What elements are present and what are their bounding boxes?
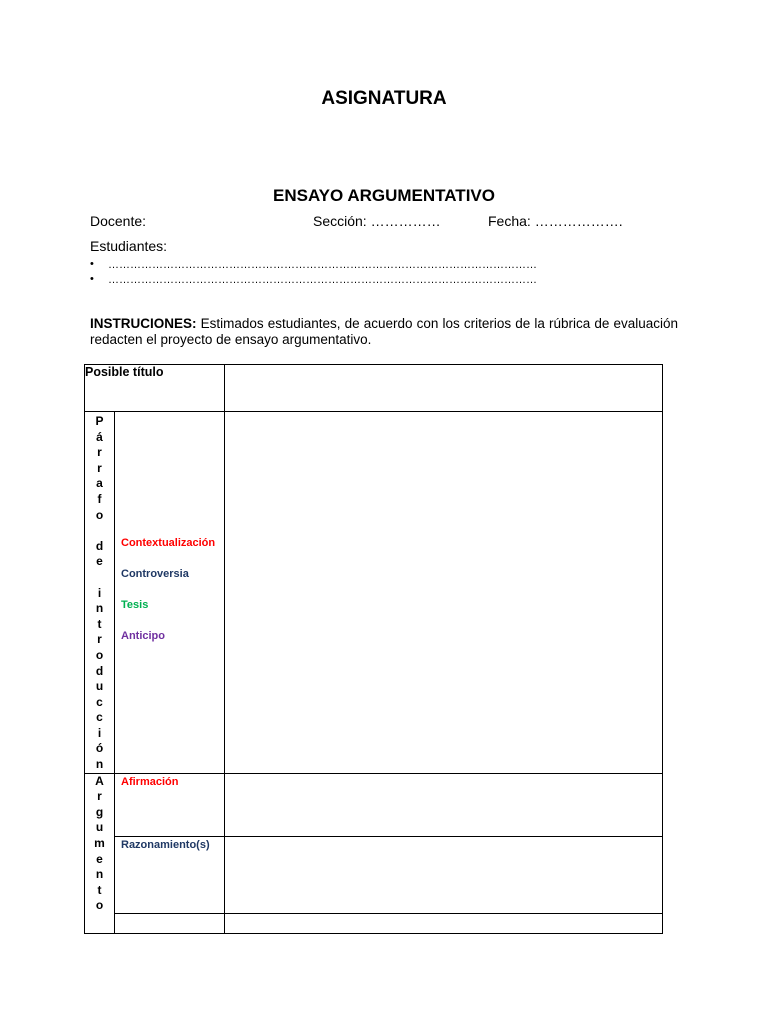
- introduccion-letter: n: [95, 601, 104, 616]
- introduccion-letter: f: [97, 491, 102, 506]
- instructions-label: INSTRUCIONES:: [90, 316, 197, 331]
- intro-item-label: Anticipo: [121, 630, 165, 642]
- razonamiento-label: Razonamiento(s): [121, 838, 210, 851]
- introduccion-letter: i: [97, 725, 102, 740]
- razonamiento-cell: [115, 836, 225, 913]
- afirmacion-label: Afirmación: [121, 775, 179, 788]
- introduccion-letter: n: [95, 757, 104, 772]
- bullet-2: •: [90, 273, 94, 285]
- introduccion-letter: r: [97, 445, 102, 460]
- argumento-letter: n: [95, 867, 104, 882]
- introduccion-letter: c: [96, 710, 103, 725]
- fecha-field[interactable]: Fecha: ……………….: [488, 213, 623, 229]
- argumento-letter: o: [95, 898, 104, 913]
- introduccion-letter: a: [96, 476, 103, 491]
- introduccion-letter: ó: [95, 741, 104, 756]
- razonamiento-input[interactable]: [225, 836, 663, 913]
- posible-titulo-label: Posible título: [85, 365, 225, 412]
- argumento-letter: t: [97, 882, 102, 897]
- bullet-1: •: [90, 258, 94, 270]
- parrafo-introduccion-label: [85, 412, 115, 774]
- argumento-letter: A: [95, 773, 104, 788]
- argumento-letter: e: [96, 851, 103, 866]
- argumento-letter: g: [95, 804, 104, 819]
- argumento-letter: m: [94, 836, 105, 851]
- essay-table: [84, 364, 663, 934]
- argumento-label: [85, 773, 115, 933]
- instructions-text: Estimados estudiantes, de acuerdo con los criterios de la rúbrica de evaluación redacten el proyecto de ensayo argumentativo.: [90, 316, 678, 347]
- introduccion-letter: d: [95, 663, 104, 678]
- intro-item-label: Controversia: [121, 568, 189, 580]
- introduccion-letter: t: [97, 616, 102, 631]
- introduccion-letter: [85, 523, 114, 539]
- seccion-field[interactable]: Sección: ……………: [313, 213, 441, 229]
- extra-cell: [115, 913, 225, 933]
- argumento-letter: r: [97, 789, 102, 804]
- introduccion-letter: o: [95, 647, 104, 662]
- afirmacion-input[interactable]: [225, 773, 663, 836]
- introduccion-letter: o: [95, 507, 104, 522]
- introduccion-letter: r: [97, 632, 102, 647]
- intro-item-label: Contextualización: [121, 537, 216, 549]
- introduccion-letter: e: [96, 554, 103, 569]
- introduccion-letter: c: [96, 694, 103, 709]
- docente-label: Docente:: [90, 213, 147, 229]
- student-line-2[interactable]: ………………………………………………………………………………………………………: [108, 274, 537, 286]
- introduccion-letter: á: [96, 429, 103, 444]
- page-title: ASIGNATURA: [321, 88, 447, 109]
- introduccion-letter: [85, 570, 114, 586]
- student-line-1[interactable]: ………………………………………………………………………………………………………: [108, 259, 537, 271]
- afirmacion-cell: [115, 773, 225, 836]
- argumento-letter: u: [95, 820, 104, 835]
- instructions: [90, 316, 678, 348]
- introduccion-letter: i: [97, 585, 102, 600]
- introduccion-input[interactable]: [225, 412, 663, 774]
- introduccion-letter: P: [95, 414, 104, 428]
- posible-titulo-input[interactable]: [225, 365, 663, 412]
- intro-item-label: Tesis: [121, 599, 149, 611]
- introduccion-letter: u: [95, 679, 104, 694]
- introduccion-letter: r: [97, 460, 102, 475]
- estudiantes-label: Estudiantes:: [90, 238, 168, 254]
- document-subtitle: ENSAYO ARGUMENTATIVO: [273, 186, 495, 205]
- intro-items-cell: [115, 412, 225, 774]
- extra-input[interactable]: [225, 913, 663, 933]
- introduccion-letter: d: [95, 538, 104, 553]
